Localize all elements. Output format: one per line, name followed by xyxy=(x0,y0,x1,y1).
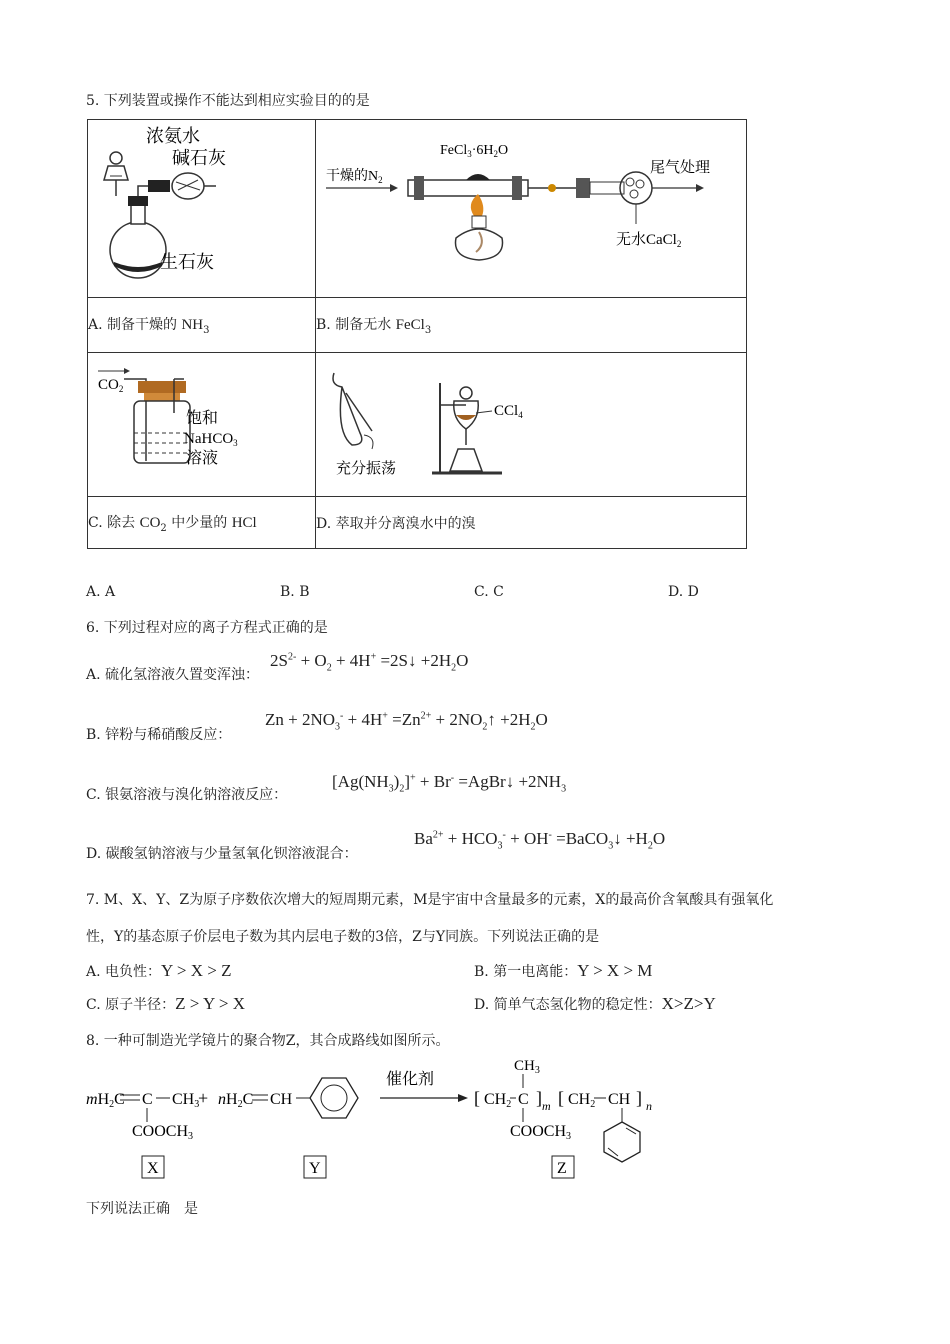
label-fecl3-hydrate: $FeCl_3\cdot 6H_2O$ xyxy=(440,143,509,159)
q8-tail: 下列说法正确 是 xyxy=(86,1201,198,1217)
q5-option-c: C. C xyxy=(474,584,504,600)
label-shake: 充分振荡 xyxy=(336,461,397,477)
svg-text:]: ] xyxy=(536,1088,542,1108)
cell-d-figure xyxy=(316,353,747,497)
label-solution: 溶液 xyxy=(186,450,219,467)
box-z-label: Z xyxy=(557,1160,567,1177)
label-dry-n2: 干燥的$N_2$ xyxy=(326,169,383,185)
monomer-y-formula: nH2C xyxy=(218,1091,254,1110)
q6-a-text: A. 硫化氢溶液久置变浑浊： xyxy=(86,667,260,683)
q6-option-b xyxy=(86,724,231,744)
box-y-label: Y xyxy=(309,1160,321,1177)
fecl3-apparatus-diagram xyxy=(316,120,746,293)
q5-option-a: A. A xyxy=(86,584,116,600)
monomer-x-formula: mH2C xyxy=(86,1091,125,1110)
svg-text:CH2: CH2 xyxy=(484,1091,512,1110)
svg-text:[: [ xyxy=(558,1088,564,1108)
q7-c-expr: Z > Y > X xyxy=(175,994,245,1013)
label-nahco3: NaHCO$_3$ xyxy=(184,431,238,448)
q7-d-expr: X>Z>Y xyxy=(661,994,716,1013)
q6-d-equation: $Ba^{2+} + HCO_3^- + OH^-$ =BaCO$_3$↓ $+H_2O$ xyxy=(414,829,666,852)
caption-c-mid: 中少量的 xyxy=(166,514,232,531)
q5-option-d: D. D xyxy=(668,584,699,600)
caption-c-text: C. 除去 xyxy=(88,514,140,531)
q6-option-a xyxy=(86,664,259,684)
q8-stem: 8. 一种可制造光学镜片的聚合物Z，其合成路线如图所示。 xyxy=(86,1033,450,1049)
caption-a-text: A. 制备干燥的 xyxy=(88,317,182,334)
svg-text:C: C xyxy=(142,1091,153,1108)
cell-a-figure xyxy=(88,120,316,298)
q6-a-equation: $2S^{2-} + O_2 + 4H^+$ =2S↓ $+2H_2O$ xyxy=(270,651,469,674)
q6-stem: 6. 下列过程对应的离子方程式正确的是 xyxy=(86,620,328,636)
q7-option-c xyxy=(86,994,245,1014)
label-soda-lime: 碱石灰 xyxy=(172,148,226,168)
caption-c-sub: 2 xyxy=(160,522,167,534)
extraction-apparatus-diagram xyxy=(316,353,746,492)
catalyst-label: 催化剂 xyxy=(386,1071,435,1088)
svg-text:CH2: CH2 xyxy=(568,1091,596,1110)
q5-stem: 5. 下列装置或操作不能达到相应实验目的的是 xyxy=(86,93,370,109)
caption-a-sub: 3 xyxy=(203,324,210,336)
q7-option-d xyxy=(474,994,716,1014)
svg-text:n: n xyxy=(646,1099,652,1113)
label-ccl4: CCl$_4$ xyxy=(494,403,523,420)
q6-c-equation: $[Ag(NH_3)_2]^+ + Br^-$ =AgBr↓ $+2NH_3$ xyxy=(332,772,567,795)
label-tail-gas: 尾气处理 xyxy=(650,160,711,176)
q7-option-b xyxy=(474,961,652,981)
q7-stem-line1: 7. M、X、Y、Z为原子序数依次增大的短周期元素，M是宇宙中含量最多的元素，X的最高价含氧酸具有强氧化 xyxy=(86,892,774,908)
label-anhydrous-cacl2: 无水CaCl$_2$ xyxy=(616,232,682,249)
svg-text:+: + xyxy=(198,1088,209,1108)
label-quicklime: 生石灰 xyxy=(160,252,214,272)
svg-text:]: ] xyxy=(636,1088,642,1108)
label-saturated: 饱和 xyxy=(186,410,219,427)
svg-text:C: C xyxy=(518,1091,529,1108)
caption-b-text: B. 制备无水 xyxy=(316,317,396,334)
q6-d-text: D. 碳酸氢钠溶液与少量氢氧化钡溶液混合： xyxy=(86,846,358,862)
q6-b-text: B. 锌粉与稀硝酸反应： xyxy=(86,727,232,743)
cell-b-caption xyxy=(316,298,747,353)
q7-c-text: C. 原子半径： xyxy=(86,997,176,1013)
q6-option-d xyxy=(86,843,358,863)
q7-b-text: B. 第一电离能： xyxy=(474,964,578,980)
svg-text:CH: CH xyxy=(608,1091,631,1108)
cell-a-caption xyxy=(88,298,316,353)
q5-table xyxy=(87,119,747,549)
q7-option-a xyxy=(86,961,232,981)
q7-a-expr: Y > X > Z xyxy=(161,961,232,980)
box-x-label: X xyxy=(147,1160,159,1177)
svg-text:CH3: CH3 xyxy=(172,1091,200,1110)
caption-c-hcl: HCl xyxy=(231,514,257,531)
cell-d-caption: D. 萃取并分离溴水中的溴 xyxy=(316,497,747,549)
caption-c-formula: CO xyxy=(139,514,161,531)
svg-text:[: [ xyxy=(474,1088,480,1108)
svg-text:m: m xyxy=(542,1099,551,1113)
label-co2-in: $CO_2$ xyxy=(98,377,124,394)
cell-c-caption xyxy=(88,497,316,549)
caption-b-formula: FeCl xyxy=(395,317,425,334)
caption-b-sub: 3 xyxy=(424,324,432,336)
cell-b-figure xyxy=(316,120,747,298)
caption-a-formula: NH xyxy=(181,317,204,334)
q6-b-equation: $Zn + 2NO_3^- + 4H^+ =Zn^{2+}$ + $2NO_2↑ +2H_2O$ xyxy=(265,710,548,733)
q6-option-c xyxy=(86,784,287,804)
cell-c-figure xyxy=(88,353,316,497)
q7-d-text: D. 简单气态氢化物的稳定性： xyxy=(474,997,662,1013)
svg-text:COOCH3: COOCH3 xyxy=(132,1123,194,1142)
label-conc-ammonia: 浓氨水 xyxy=(146,126,200,146)
q7-stem-line2: 性，Y的基态原子价层电子数为其内层电子数的3倍，Z与Y同族。下列说法正确的是 xyxy=(86,929,600,945)
q7-a-text: A. 电负性： xyxy=(86,964,162,980)
ammonia-apparatus-diagram xyxy=(88,120,315,293)
q5-option-b: B. B xyxy=(280,584,310,600)
svg-text:CH: CH xyxy=(270,1091,293,1108)
polymer-synthesis-scheme xyxy=(86,1052,706,1184)
q7-b-expr: Y > X > M xyxy=(577,961,653,980)
q6-c-text: C. 银氨溶液与溴化钠溶液反应： xyxy=(86,787,288,803)
gas-washing-bottle-diagram xyxy=(88,353,315,492)
svg-text:CH3: $CH_3$ xyxy=(514,1058,540,1076)
svg-text:COOCH3: COOCH3 xyxy=(510,1123,572,1142)
